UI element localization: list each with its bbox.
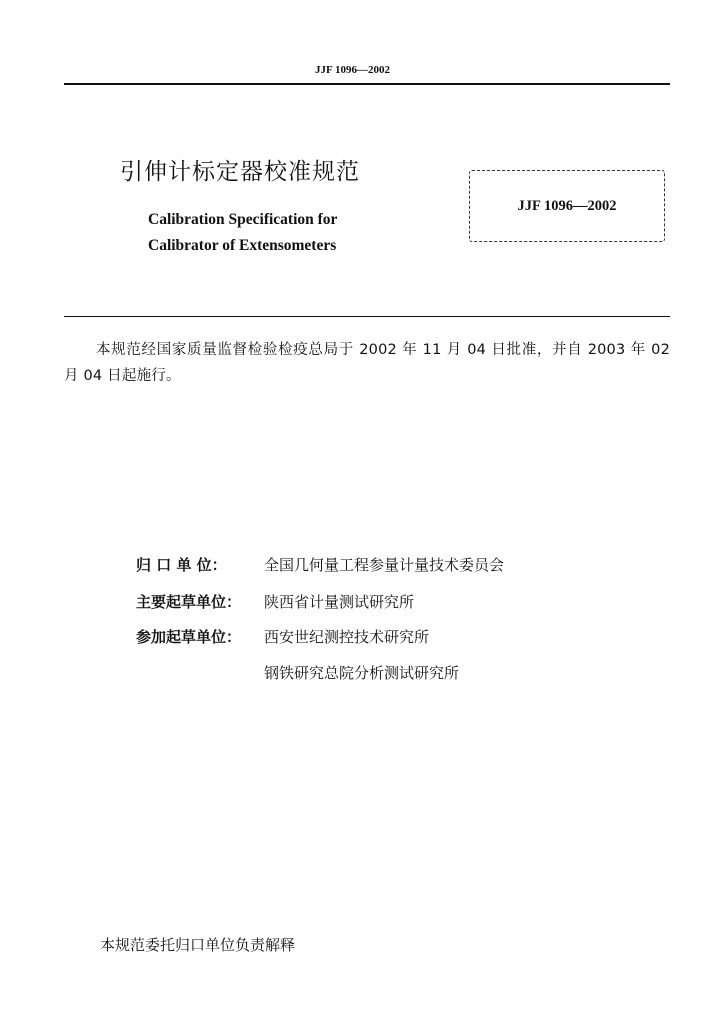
title-english-line-1: Calibration Specification for: [148, 211, 338, 228]
title-divider-rule: [64, 316, 670, 317]
header-standard-code: JJF 1096—2002: [314, 64, 391, 76]
participating-drafter-value-1: 西安世纪测控技术研究所: [264, 628, 430, 646]
title-english-line-2: Calibrator of Extensometers: [148, 237, 337, 254]
participating-drafter-value-2: 钢铁研究总院分析测试研究所: [264, 664, 460, 682]
standard-code-box-text: JJF 1096—2002: [517, 198, 617, 214]
main-drafter-value: 陕西省计量测试研究所: [264, 593, 415, 611]
header-rule: [64, 83, 670, 85]
participating-drafter-row-2: [264, 662, 459, 683]
main-drafter-row: [136, 591, 414, 612]
main-drafter-label: 主要起草单位：: [136, 593, 242, 611]
participating-drafter-row: [136, 626, 429, 647]
approval-statement: 本规范经国家质量监督检验检疫总局于 2002 年 11 月 04 日批准，并自 2003 年 02 月 04 日起施行。: [64, 342, 670, 384]
participating-drafter-label: 参加起草单位：: [136, 628, 242, 646]
responsible-unit-label: 归 口 单 位：: [136, 556, 227, 574]
interpretation-note: 本规范委托归口单位负责解释: [100, 936, 296, 954]
title-chinese: 引伸计标定器校准规范: [120, 159, 360, 185]
responsible-unit-value: 全国几何量工程参量计量技术委员会: [264, 556, 505, 574]
responsible-unit-row: [136, 554, 504, 575]
